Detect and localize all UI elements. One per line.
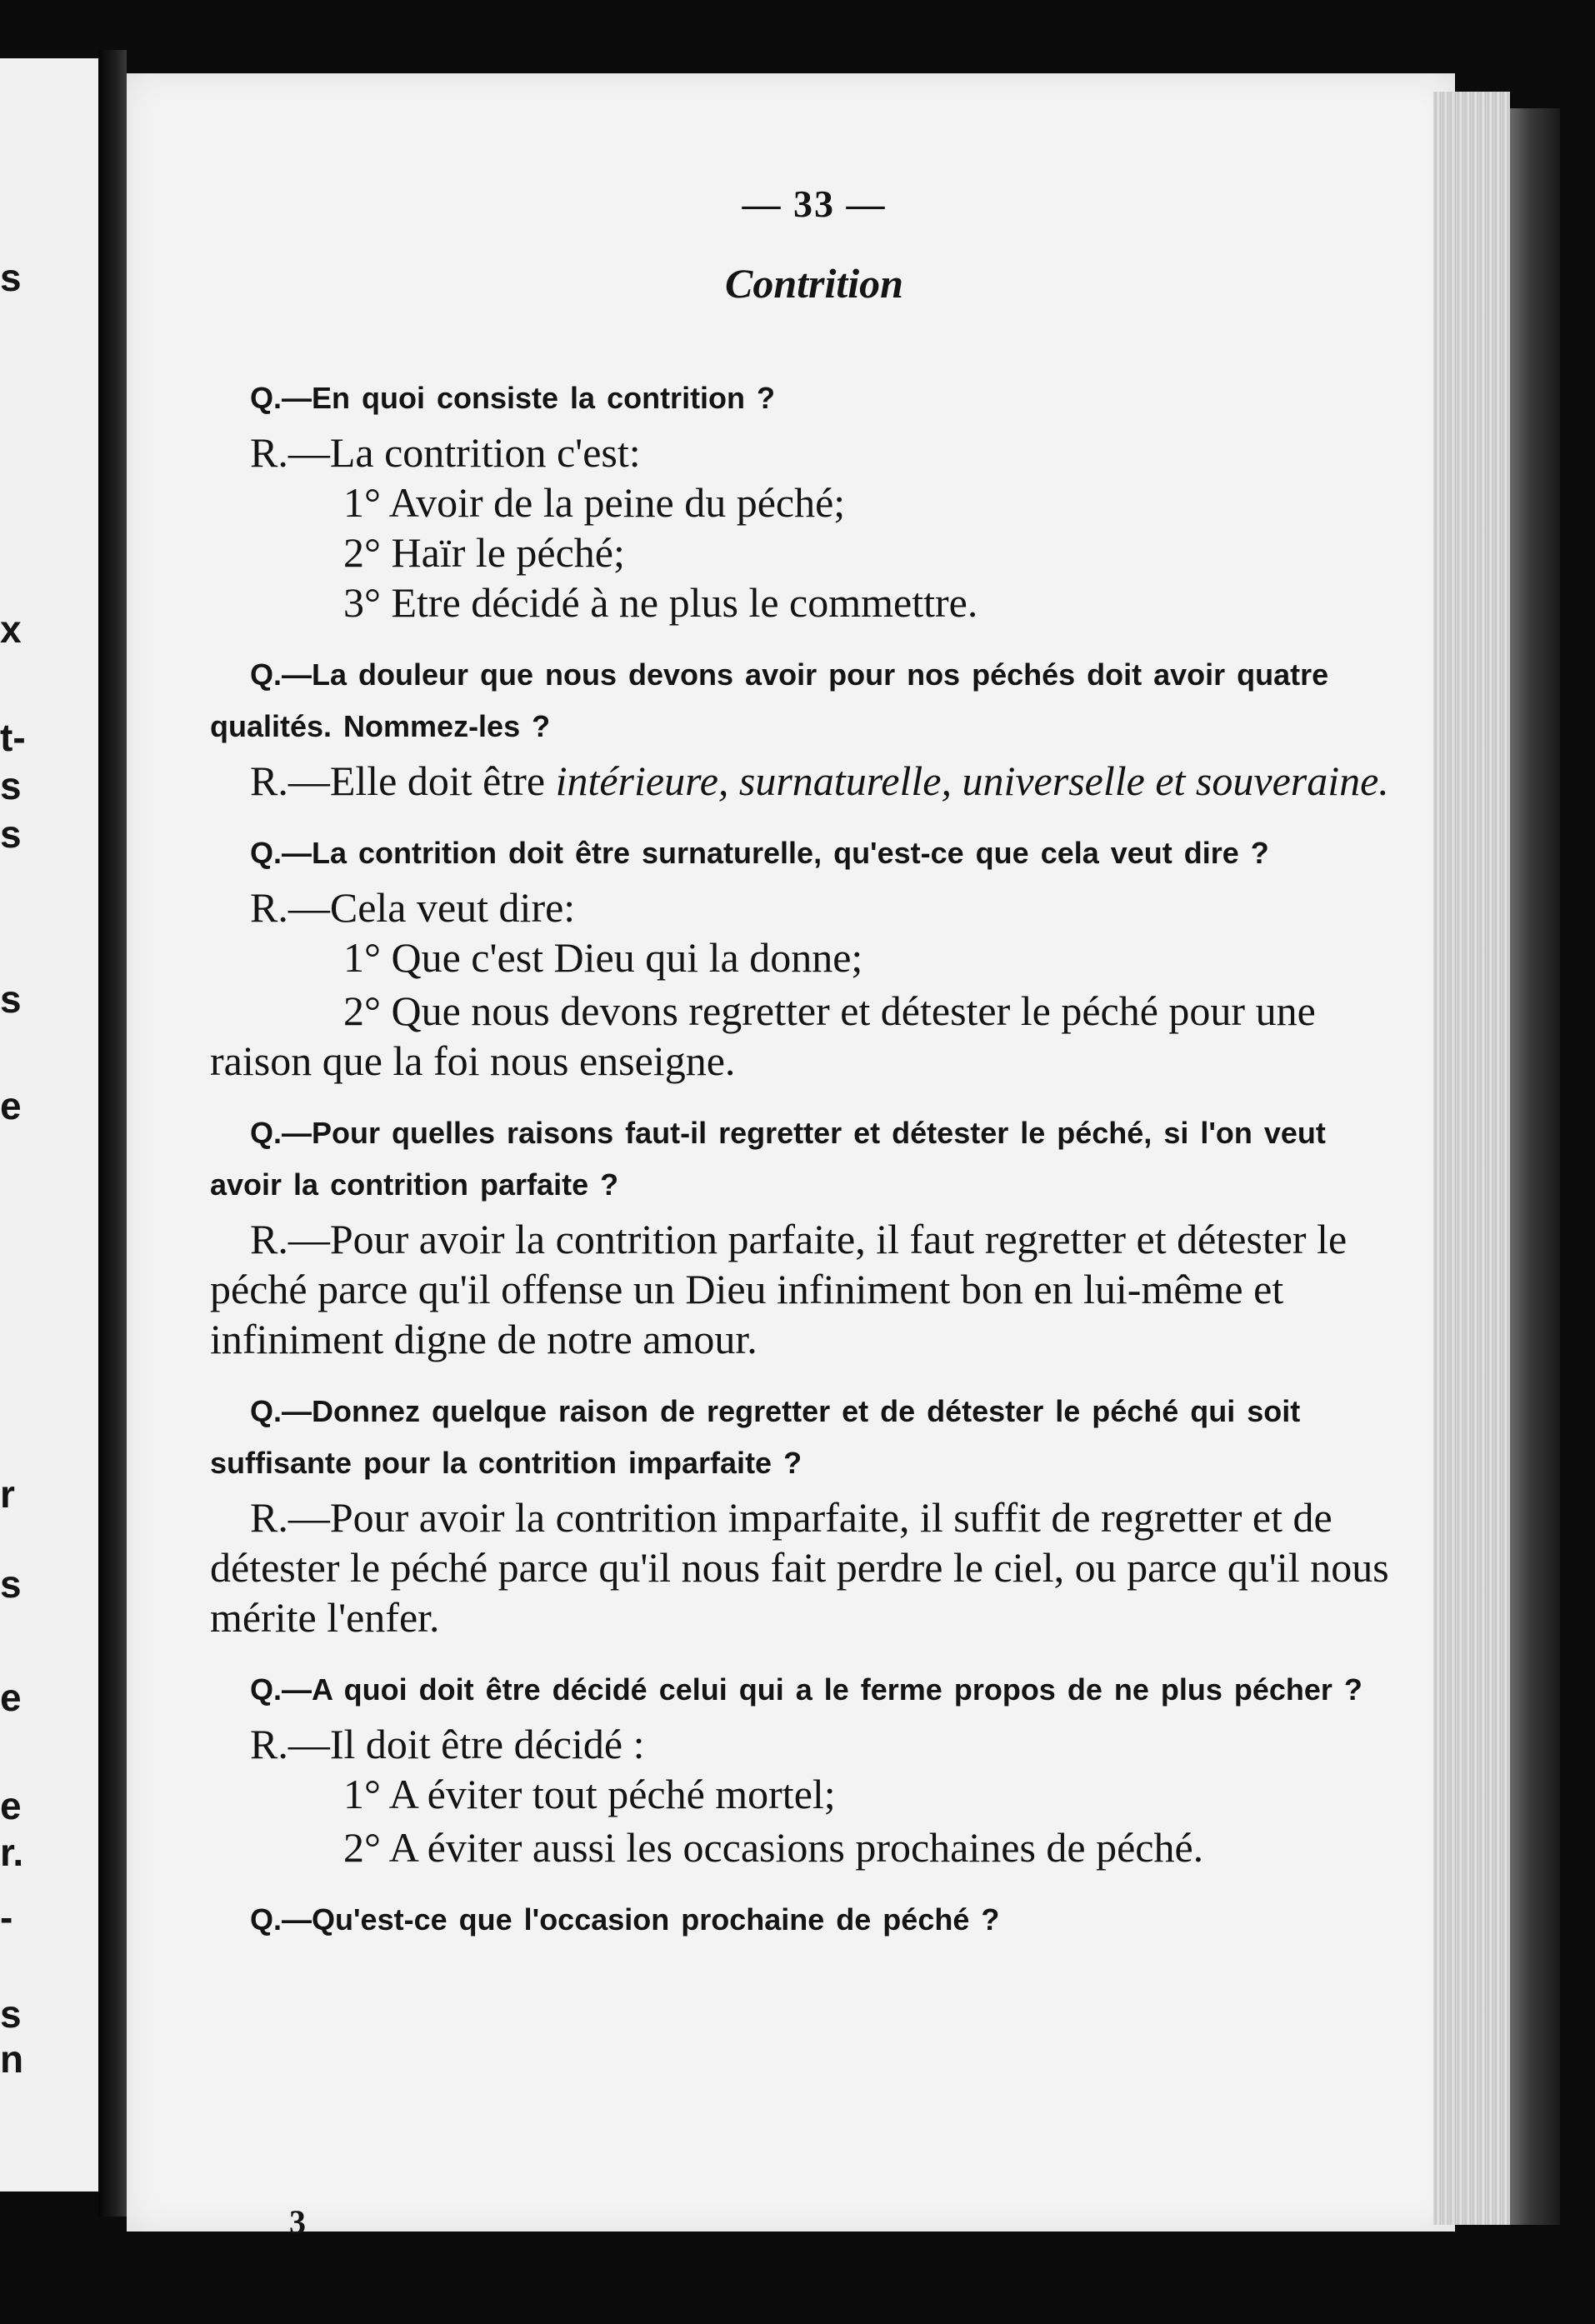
previous-page-fragment: - [0, 1896, 13, 1939]
previous-page-fragment: s [0, 1562, 22, 1606]
question: Q.—Pour quelles raisons faut-il regretter et détester le péché, si l'on veut avoir la contrition parfaite ? [210, 1116, 1326, 1202]
page-block-edge [1433, 92, 1510, 2225]
previous-page-fragment: r. [0, 1831, 24, 1874]
answer: R.—Pour avoir la contrition imparfaite, il suffit de regretter et de détester le péché parce qu'il nous fait perdre le ciel, ou parce qu'il nous mérite l'enfer. [210, 1494, 1389, 1641]
answer-item: 2° Haïr le péché; [343, 529, 625, 576]
question: Q.—A quoi doit être décidé celui qui a le ferme propos de ne plus pécher ? [250, 1672, 1362, 1707]
book-gutter [98, 50, 127, 2217]
answer-item: 1° Avoir de la peine du péché; [343, 479, 846, 526]
previous-page-fragment: s [0, 812, 22, 856]
page-content [210, 182, 1393, 1946]
previous-page-fragment: e [0, 1784, 22, 1827]
previous-page-fragment: s [0, 1992, 22, 2036]
page [127, 73, 1455, 2241]
question: Q.—Qu'est-ce que l'occasion prochaine de péché ? [250, 1902, 1000, 1937]
question: Q.—La contrition doit être surnaturelle, qu'est-ce que cela veut dire ? [250, 836, 1269, 870]
previous-page-fragment: e [0, 1084, 22, 1127]
signature-mark: 3 [289, 2203, 306, 2241]
previous-page-fragment: s [0, 256, 22, 299]
previous-page-fragment: x [0, 607, 22, 651]
answer-item: 1° Que c'est Dieu qui la donne; [343, 934, 863, 981]
previous-page-fragment: t- [0, 716, 26, 759]
book-cover-edge [1510, 108, 1560, 2225]
answer-item: 3° Etre décidé à ne plus le commettre. [343, 579, 978, 626]
previous-page-edge [0, 58, 103, 2192]
answer-item: 2° Que nous devons regretter et détester le péché pour une raison que la foi nous enseigne. [210, 987, 1316, 1084]
answer-emphasis: intérieure, surnaturelle, universelle et souveraine. [555, 757, 1389, 804]
previous-page-fragment: s [0, 764, 22, 807]
answer: R.—La contrition c'est: [250, 429, 641, 476]
section-title: Contrition [725, 260, 903, 307]
question: Q.—Donnez quelque raison de regretter et de détester le péché qui soit suffisante pour la contrition imparfaite ? [210, 1394, 1301, 1480]
previous-page-fragment: r [0, 1472, 15, 1516]
previous-page-fragment: n [0, 2037, 24, 2081]
answer-item: 2° A éviter aussi les occasions prochaines de péché. [343, 1824, 1204, 1871]
answer: R.—Cela veut dire: [250, 884, 576, 931]
answer: R.—Il doit être décidé : [250, 1721, 645, 1767]
question: Q.—En quoi consiste la contrition ? [250, 381, 776, 415]
previous-page-fragment: e [0, 1676, 22, 1719]
answer: R.—Pour avoir la contrition parfaite, il faut regretter et détester le péché parce qu'il offense un Dieu infiniment bon en lui-même et infiniment digne de notre amour. [210, 1216, 1348, 1362]
answer-text: R.—Elle doit être [250, 757, 556, 804]
answer-item: 1° A éviter tout péché mortel; [343, 1771, 836, 1817]
question: Q.—La douleur que nous devons avoir pour nos péchés doit avoir quatre qualités. Nommez-les ? [210, 657, 1329, 743]
page-number: — 33 — [742, 182, 887, 225]
previous-page-fragment: s [0, 977, 22, 1021]
answer [210, 756, 1393, 806]
